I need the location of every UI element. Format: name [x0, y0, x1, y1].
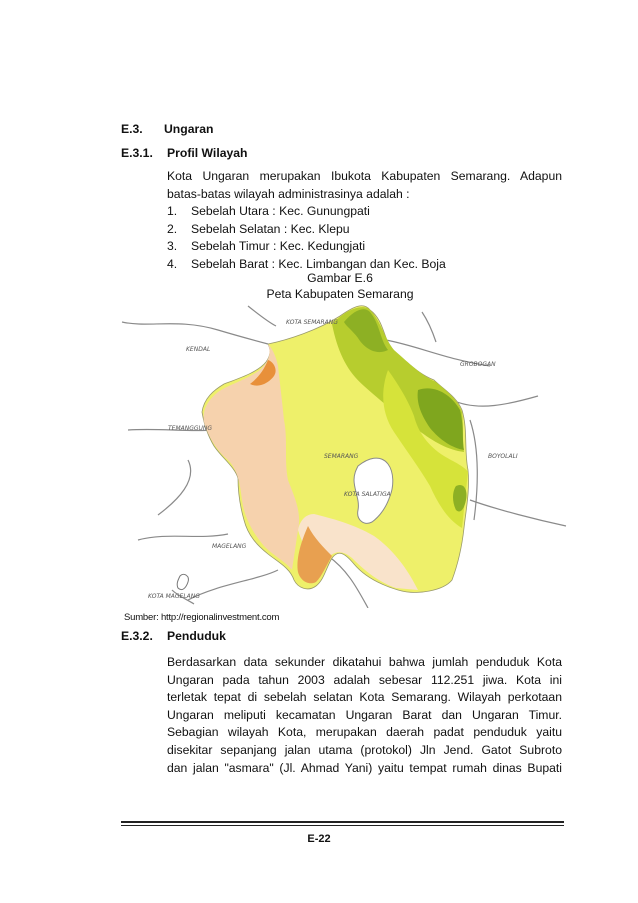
list-item — [167, 203, 562, 221]
subsection-title: Profil Wilayah — [167, 146, 248, 160]
list-number: 4. — [167, 256, 178, 271]
figure-source: Sumber: http://regionalinvestment.com — [124, 612, 280, 623]
list-item — [167, 221, 562, 239]
subsection-number: E.3.1. — [121, 146, 153, 160]
penduduk-paragraph — [167, 654, 562, 777]
paragraph-line: Kota Ungaran merupakan Ibukota Kabupaten Semarang. Adapun — [167, 169, 562, 183]
footer-rule-thin — [121, 825, 564, 826]
footer-rule — [121, 821, 564, 823]
figure-caption — [180, 270, 500, 302]
paragraph-line: disekitar sepanjang jalan utama (protokol) Jln Jend. Gatot Subroto — [167, 742, 562, 757]
list-number: 3. — [167, 239, 178, 254]
label-kota-salatiga: KOTA SALATIGA — [344, 491, 391, 498]
subsection-number: E.3.2. — [121, 629, 153, 643]
list-text: Sebelah Utara : Kec. Gunungpati — [191, 204, 370, 219]
label-kota-semarang: KOTA SEMARANG — [286, 319, 338, 326]
subsection-title: Penduduk — [167, 629, 226, 643]
list-text: Sebelah Selatan : Kec. Klepu — [191, 221, 350, 236]
page-number: E-22 — [307, 833, 331, 845]
label-kota-magelang: KOTA MAGELANG — [148, 593, 200, 600]
section-number: E.3. — [121, 122, 143, 136]
paragraph-line: Ungaran meliputi kecamatan Ungaran Barat dan Ungaran Timur. — [167, 707, 562, 722]
paragraph-line: dan jalan "asmara" (Jl. Ahmad Yani) yaitu tempat rumah dinas Bupati — [167, 760, 562, 775]
label-magelang: MAGELANG — [212, 543, 247, 550]
list-number: 2. — [167, 221, 178, 236]
profil-paragraph — [167, 168, 562, 274]
label-grobogan: GROBOGAN — [460, 361, 496, 368]
paragraph-line: Berdasarkan data sekunder dikatahui bahwa jumlah penduduk Kota — [167, 655, 562, 669]
label-semarang: SEMARANG — [324, 453, 359, 460]
paragraph-line: batas-batas wilayah administrasinya adalah : — [167, 186, 410, 201]
figure-number: Gambar E.6 — [307, 271, 373, 285]
figure-title: Peta Kabupaten Semarang — [266, 287, 414, 301]
label-temanggung: TEMANGGUNG — [168, 425, 213, 432]
list-item — [167, 238, 562, 256]
paragraph-line: Ungaran pada tahun 2003 adalah sebesar 112.251 jiwa. Kota ini — [167, 672, 562, 687]
list-number: 1. — [167, 204, 178, 219]
paragraph-line: terletak tepat di sebelah selatan Kota Semarang. Wilayah perkotaan — [167, 690, 562, 705]
kabupaten-semarang-map — [118, 300, 570, 608]
paragraph-line: Sebagian wilayah Kota, merupakan daerah padat penduduk yaitu — [167, 725, 562, 740]
list-text: Sebelah Timur : Kec. Kedungjati — [191, 239, 366, 254]
kota-magelang-area — [177, 574, 188, 589]
label-kendal: KENDAL — [186, 346, 211, 353]
label-boyolali: BOYOLALI — [488, 453, 518, 460]
section-title: Ungaran — [164, 122, 214, 136]
list-text: Sebelah Barat : Kec. Limbangan dan Kec. Boja — [191, 256, 446, 271]
